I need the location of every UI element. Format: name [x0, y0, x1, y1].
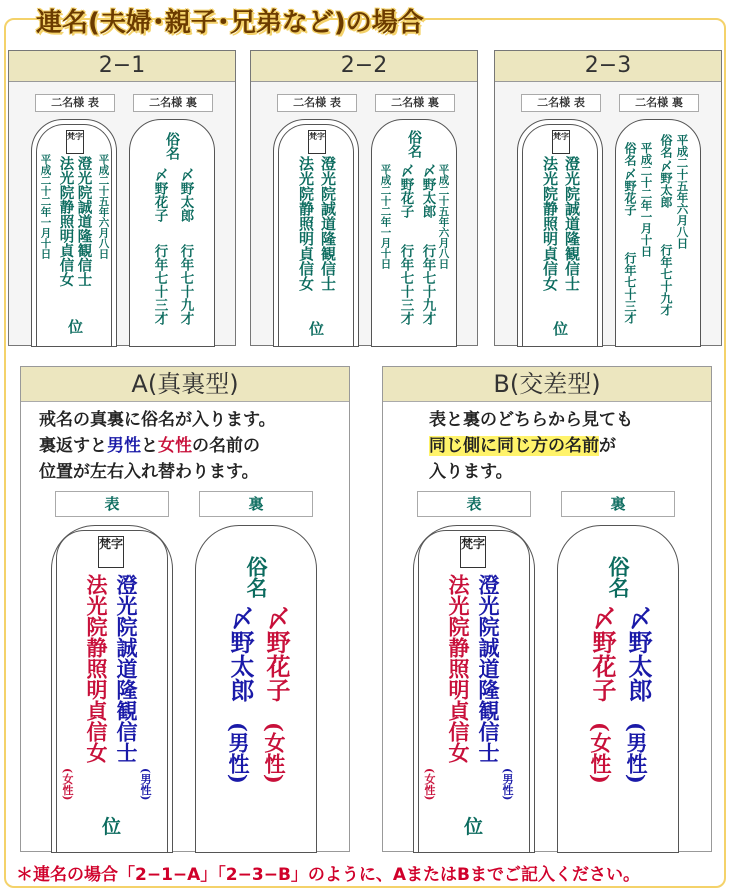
- section-b-line-2: [429, 433, 616, 459]
- male-tag: (男性): [226, 722, 251, 784]
- panel-2-1: [8, 50, 236, 346]
- tablet-back-large: [557, 525, 679, 853]
- rank-char: 位: [464, 816, 484, 838]
- section-b-line-3: 入ります。: [429, 462, 513, 482]
- section-a-line-3: 位置が左右入れ替わります。: [39, 462, 259, 482]
- zokumyo-label: 俗名: [406, 130, 422, 158]
- kaimyo-male: 澄光院誠道隆観信士: [114, 574, 139, 763]
- male-tag: (男性): [501, 768, 514, 801]
- zokumyo-label: 俗名: [164, 132, 180, 160]
- label-back-big: 裏: [561, 491, 675, 517]
- rank-char: 位: [102, 816, 122, 838]
- name-male: 〆野太郎: [659, 160, 673, 208]
- label-back: 二名様 裏: [375, 94, 455, 112]
- bonji-mark: 梵字: [460, 536, 486, 568]
- name-female: 〆野花子: [151, 168, 168, 222]
- zokumyo-label: 俗名: [623, 142, 637, 166]
- zokumyo-label: 俗名: [606, 556, 631, 598]
- panel-heading: 2−3: [495, 51, 721, 82]
- bonji-mark: 梵字: [98, 536, 124, 568]
- label-front-big: 表: [417, 491, 531, 517]
- age-female: 行年七十三才: [151, 244, 168, 325]
- date-female: 平成二十二年一月十日: [379, 164, 392, 269]
- kaimyo-female: 法光院静照明貞信女: [446, 574, 471, 763]
- highlight-text: 同じ側に同じ方の名前: [429, 436, 599, 456]
- tablet-front: [273, 119, 359, 347]
- zokumyo-label: 俗名: [659, 134, 673, 158]
- section-b-heading: B(交差型): [383, 367, 711, 402]
- date-male: 平成二十五年六月八日: [675, 134, 690, 249]
- label-back-big: 裏: [199, 491, 313, 517]
- name-male: 〆野太郎: [624, 606, 653, 702]
- label-back: 二名様 裏: [133, 94, 213, 112]
- date-female: 平成二十二年一月十日: [639, 142, 654, 257]
- name-female: 〆野花子: [588, 606, 617, 702]
- section-a-line-1: 戒名の真裏に俗名が入ります。: [39, 410, 276, 430]
- tablet-front: [31, 119, 117, 347]
- zokumyo-label: 俗名: [244, 556, 269, 598]
- tablet-front-large: [51, 525, 173, 853]
- tablet-back: [615, 119, 701, 347]
- label-back: 二名様 裏: [619, 94, 699, 112]
- name-male: 〆野太郎: [177, 168, 194, 222]
- kaimyo-male: 澄光院誠道隆観信士: [563, 156, 581, 291]
- male-tag: (男性): [139, 768, 152, 801]
- male-tag: (男性): [624, 722, 649, 784]
- date-male: 平成二十五年六月八日: [97, 154, 110, 259]
- panel-2-3: [494, 50, 722, 346]
- age-male: 行年七十九才: [419, 244, 436, 325]
- name-female: 〆野花子: [397, 164, 414, 218]
- kaimyo-male: 澄光院誠道隆観信士: [476, 574, 501, 763]
- age-female: 行年七十三才: [397, 244, 414, 325]
- text-fragment: が: [599, 436, 616, 456]
- tablet-front-large: [413, 525, 535, 853]
- tablet-back: [371, 119, 457, 347]
- kaimyo-female: 法光院静照明貞信女: [541, 156, 559, 291]
- female-tag: (女性): [588, 722, 613, 784]
- kaimyo-female: 法光院静照明貞信女: [57, 156, 75, 287]
- kaimyo-female: 法光院静照明貞信女: [84, 574, 109, 763]
- panel-heading: 2−1: [9, 51, 235, 82]
- name-male: 〆野太郎: [226, 606, 255, 702]
- section-a-line-2: [39, 433, 260, 459]
- age-male: 行年七十九才: [177, 244, 194, 325]
- name-female: 〆野花子: [623, 168, 637, 216]
- female-tag: (女性): [262, 722, 287, 784]
- tablet-back: [129, 119, 215, 347]
- label-front: 二名様 表: [521, 94, 601, 112]
- kaimyo-female: 法光院静照明貞信女: [297, 156, 315, 291]
- date-male: 平成二十五年六月八日: [437, 164, 450, 269]
- male-word: 男性: [107, 436, 141, 456]
- tablet-back-large: [195, 525, 317, 853]
- label-front: 二名様 表: [277, 94, 357, 112]
- rank-char: 位: [553, 320, 569, 338]
- label-front: 二名様 表: [35, 94, 115, 112]
- bonji-mark: 梵字: [552, 130, 570, 154]
- kaimyo-male: 澄光院誠道隆観信士: [75, 156, 93, 287]
- bonji-mark: 梵字: [66, 130, 84, 154]
- age-male: 行年七十九才: [659, 244, 673, 316]
- date-female: 平成二十二年一月十日: [39, 154, 52, 259]
- panel-heading: 2−2: [251, 51, 477, 82]
- section-b-line-1: 表と裏のどちらから見ても: [429, 410, 633, 430]
- text-fragment: 裏返すと: [39, 436, 107, 456]
- tablet-front: [517, 119, 603, 347]
- rank-char: 位: [309, 320, 325, 338]
- age-female: 行年七十三才: [623, 252, 637, 324]
- female-tag: (女性): [61, 768, 74, 801]
- rank-char: 位: [68, 318, 84, 336]
- footer-note: ＊連名の場合「2−1−A」「2−3−B」のように、AまたはBまでご記入ください。: [16, 865, 641, 885]
- section-a: [20, 366, 350, 852]
- name-female: 〆野花子: [262, 606, 291, 702]
- bonji-mark: 梵字: [308, 130, 326, 154]
- kaimyo-male: 澄光院誠道隆観信士: [319, 156, 337, 291]
- section-b: [382, 366, 712, 852]
- text-fragment: と: [141, 436, 158, 456]
- text-fragment: の名前の: [192, 436, 260, 456]
- section-a-heading: A(真裏型): [21, 367, 349, 402]
- female-tag: (女性): [423, 768, 436, 801]
- female-word: 女性: [158, 436, 192, 456]
- label-front-big: 表: [55, 491, 169, 517]
- panel-2-2: [250, 50, 478, 346]
- name-male: 〆野太郎: [419, 164, 436, 218]
- page-title: 連名(夫婦･親子･兄弟など)の場合: [36, 8, 424, 38]
